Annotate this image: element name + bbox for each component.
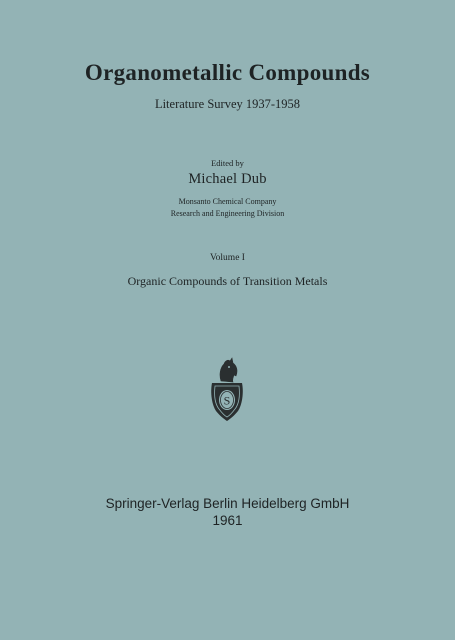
editor-affiliation-company: Monsanto Chemical Company <box>178 197 277 206</box>
volume-number: Volume I <box>210 253 245 263</box>
edited-by-label: Edited by <box>211 158 244 168</box>
publisher-name: Springer-Verlag Berlin Heidelberg GmbH <box>105 496 350 511</box>
editor-name: Michael Dub <box>188 171 267 187</box>
springer-knight-logo-icon <box>204 355 250 423</box>
book-title: Organometallic Compounds <box>84 60 371 85</box>
logo-letter: S <box>223 393 231 408</box>
volume-title: Organic Compounds of Transition Metals <box>127 274 328 288</box>
editor-affiliation-division: Research and Engineering Division <box>170 209 285 218</box>
book-subtitle: Literature Survey 1937-1958 <box>154 97 301 111</box>
publication-year: 1961 <box>212 513 243 528</box>
